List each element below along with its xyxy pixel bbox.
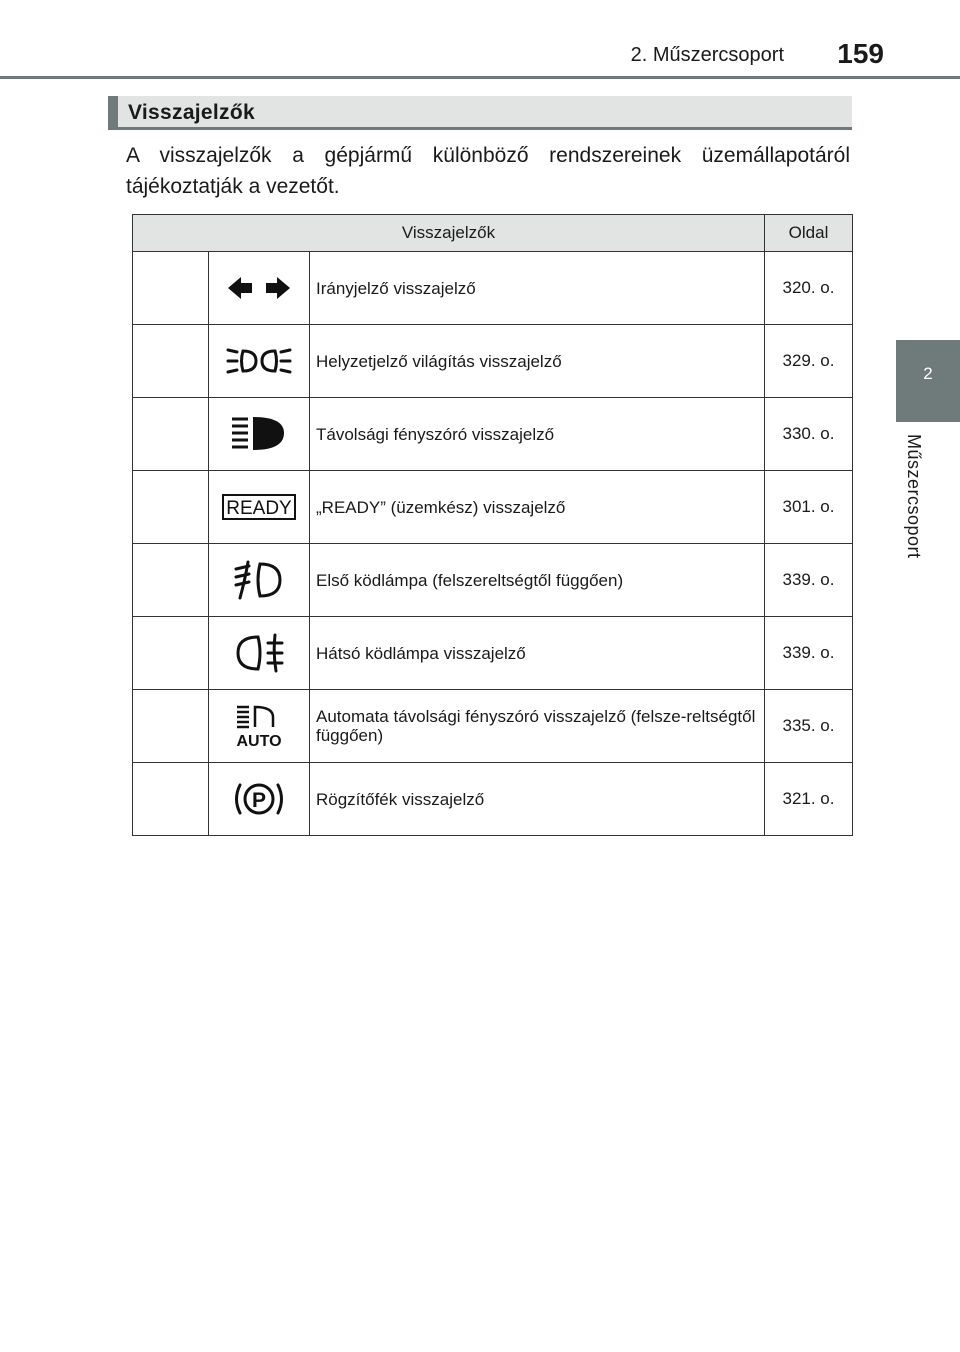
front-fog-light-icon xyxy=(232,560,286,600)
table-cell-icon xyxy=(209,252,310,325)
table-cell-blank xyxy=(133,325,209,398)
table-cell-icon xyxy=(209,690,310,763)
table-cell-page: 330. o. xyxy=(765,398,853,471)
chapter-title: 2. Műszercsoport xyxy=(630,44,784,66)
table-cell-page: 329. o. xyxy=(765,325,853,398)
ready-indicator-icon xyxy=(221,493,297,521)
table-cell-description: Rögzítőfék visszajelző xyxy=(310,763,765,836)
table-cell-page: 339. o. xyxy=(765,617,853,690)
svg-text:P: P xyxy=(251,789,267,812)
table-row xyxy=(133,398,853,471)
table-cell-page: 335. o. xyxy=(765,690,853,763)
table-cell-icon xyxy=(209,398,310,471)
chapter-tab-label: Műszercsoport xyxy=(904,434,924,559)
high-beam-icon xyxy=(228,414,290,454)
table-cell-icon xyxy=(209,544,310,617)
chapter-tab[interactable] xyxy=(896,340,960,422)
table-cell-page: 339. o. xyxy=(765,544,853,617)
section-heading xyxy=(108,96,852,130)
table-cell-description: Hátsó ködlámpa visszajelző xyxy=(310,617,765,690)
table-row xyxy=(133,690,853,763)
chapter-tab-number: 2 xyxy=(923,364,933,383)
table-cell-blank xyxy=(133,252,209,325)
header-rule xyxy=(0,76,960,79)
table-cell-page: 301. o. xyxy=(765,471,853,544)
table-cell-page: 320. o. xyxy=(765,252,853,325)
table-row xyxy=(133,617,853,690)
table-cell-icon xyxy=(209,617,310,690)
table-cell-description: Első ködlámpa (felszereltségtől függően) xyxy=(310,544,765,617)
table-cell-blank xyxy=(133,544,209,617)
table-cell-blank xyxy=(133,690,209,763)
table-cell-page: 321. o. xyxy=(765,763,853,836)
table-cell-icon xyxy=(209,471,310,544)
parking-brake-icon xyxy=(231,778,287,820)
table-cell-description: Távolsági fényszóró visszajelző xyxy=(310,398,765,471)
svg-text:READY: READY xyxy=(226,498,292,519)
table-row xyxy=(133,325,853,398)
position-lights-icon xyxy=(224,344,294,378)
table-cell-blank xyxy=(133,617,209,690)
table-cell-blank xyxy=(133,398,209,471)
header-page: Oldal xyxy=(765,215,853,252)
table-header-row xyxy=(133,215,853,252)
table-cell-blank xyxy=(133,471,209,544)
table-row xyxy=(133,252,853,325)
svg-text:AUTO: AUTO xyxy=(236,733,282,748)
auto-high-beam-icon xyxy=(231,704,287,748)
table-cell-description: Automata távolsági fényszóró visszajelző (felsze-reltségtől függően) xyxy=(310,690,765,763)
table-cell-icon xyxy=(209,763,310,836)
table-cell-description: Irányjelző visszajelző xyxy=(310,252,765,325)
intro-paragraph: A visszajelzők a gépjármű különböző rendszereinek üzemállapotáról tájékoztatják a vezetőt. xyxy=(126,144,850,198)
table-cell-blank xyxy=(133,763,209,836)
table-row xyxy=(133,763,853,836)
table-row xyxy=(133,471,853,544)
rear-fog-light-icon xyxy=(232,633,286,673)
section-title: Visszajelzők xyxy=(128,101,255,124)
page-number: 159 xyxy=(837,38,884,69)
table-cell-description: Helyzetjelző világítás visszajelző xyxy=(310,325,765,398)
table-cell-description: „READY” (üzemkész) visszajelző xyxy=(310,471,765,544)
table-cell-icon xyxy=(209,325,310,398)
table-row xyxy=(133,544,853,617)
turn-signal-arrows-icon xyxy=(224,273,294,303)
header-indicators: Visszajelzők xyxy=(133,215,765,252)
indicator-table xyxy=(132,214,853,836)
